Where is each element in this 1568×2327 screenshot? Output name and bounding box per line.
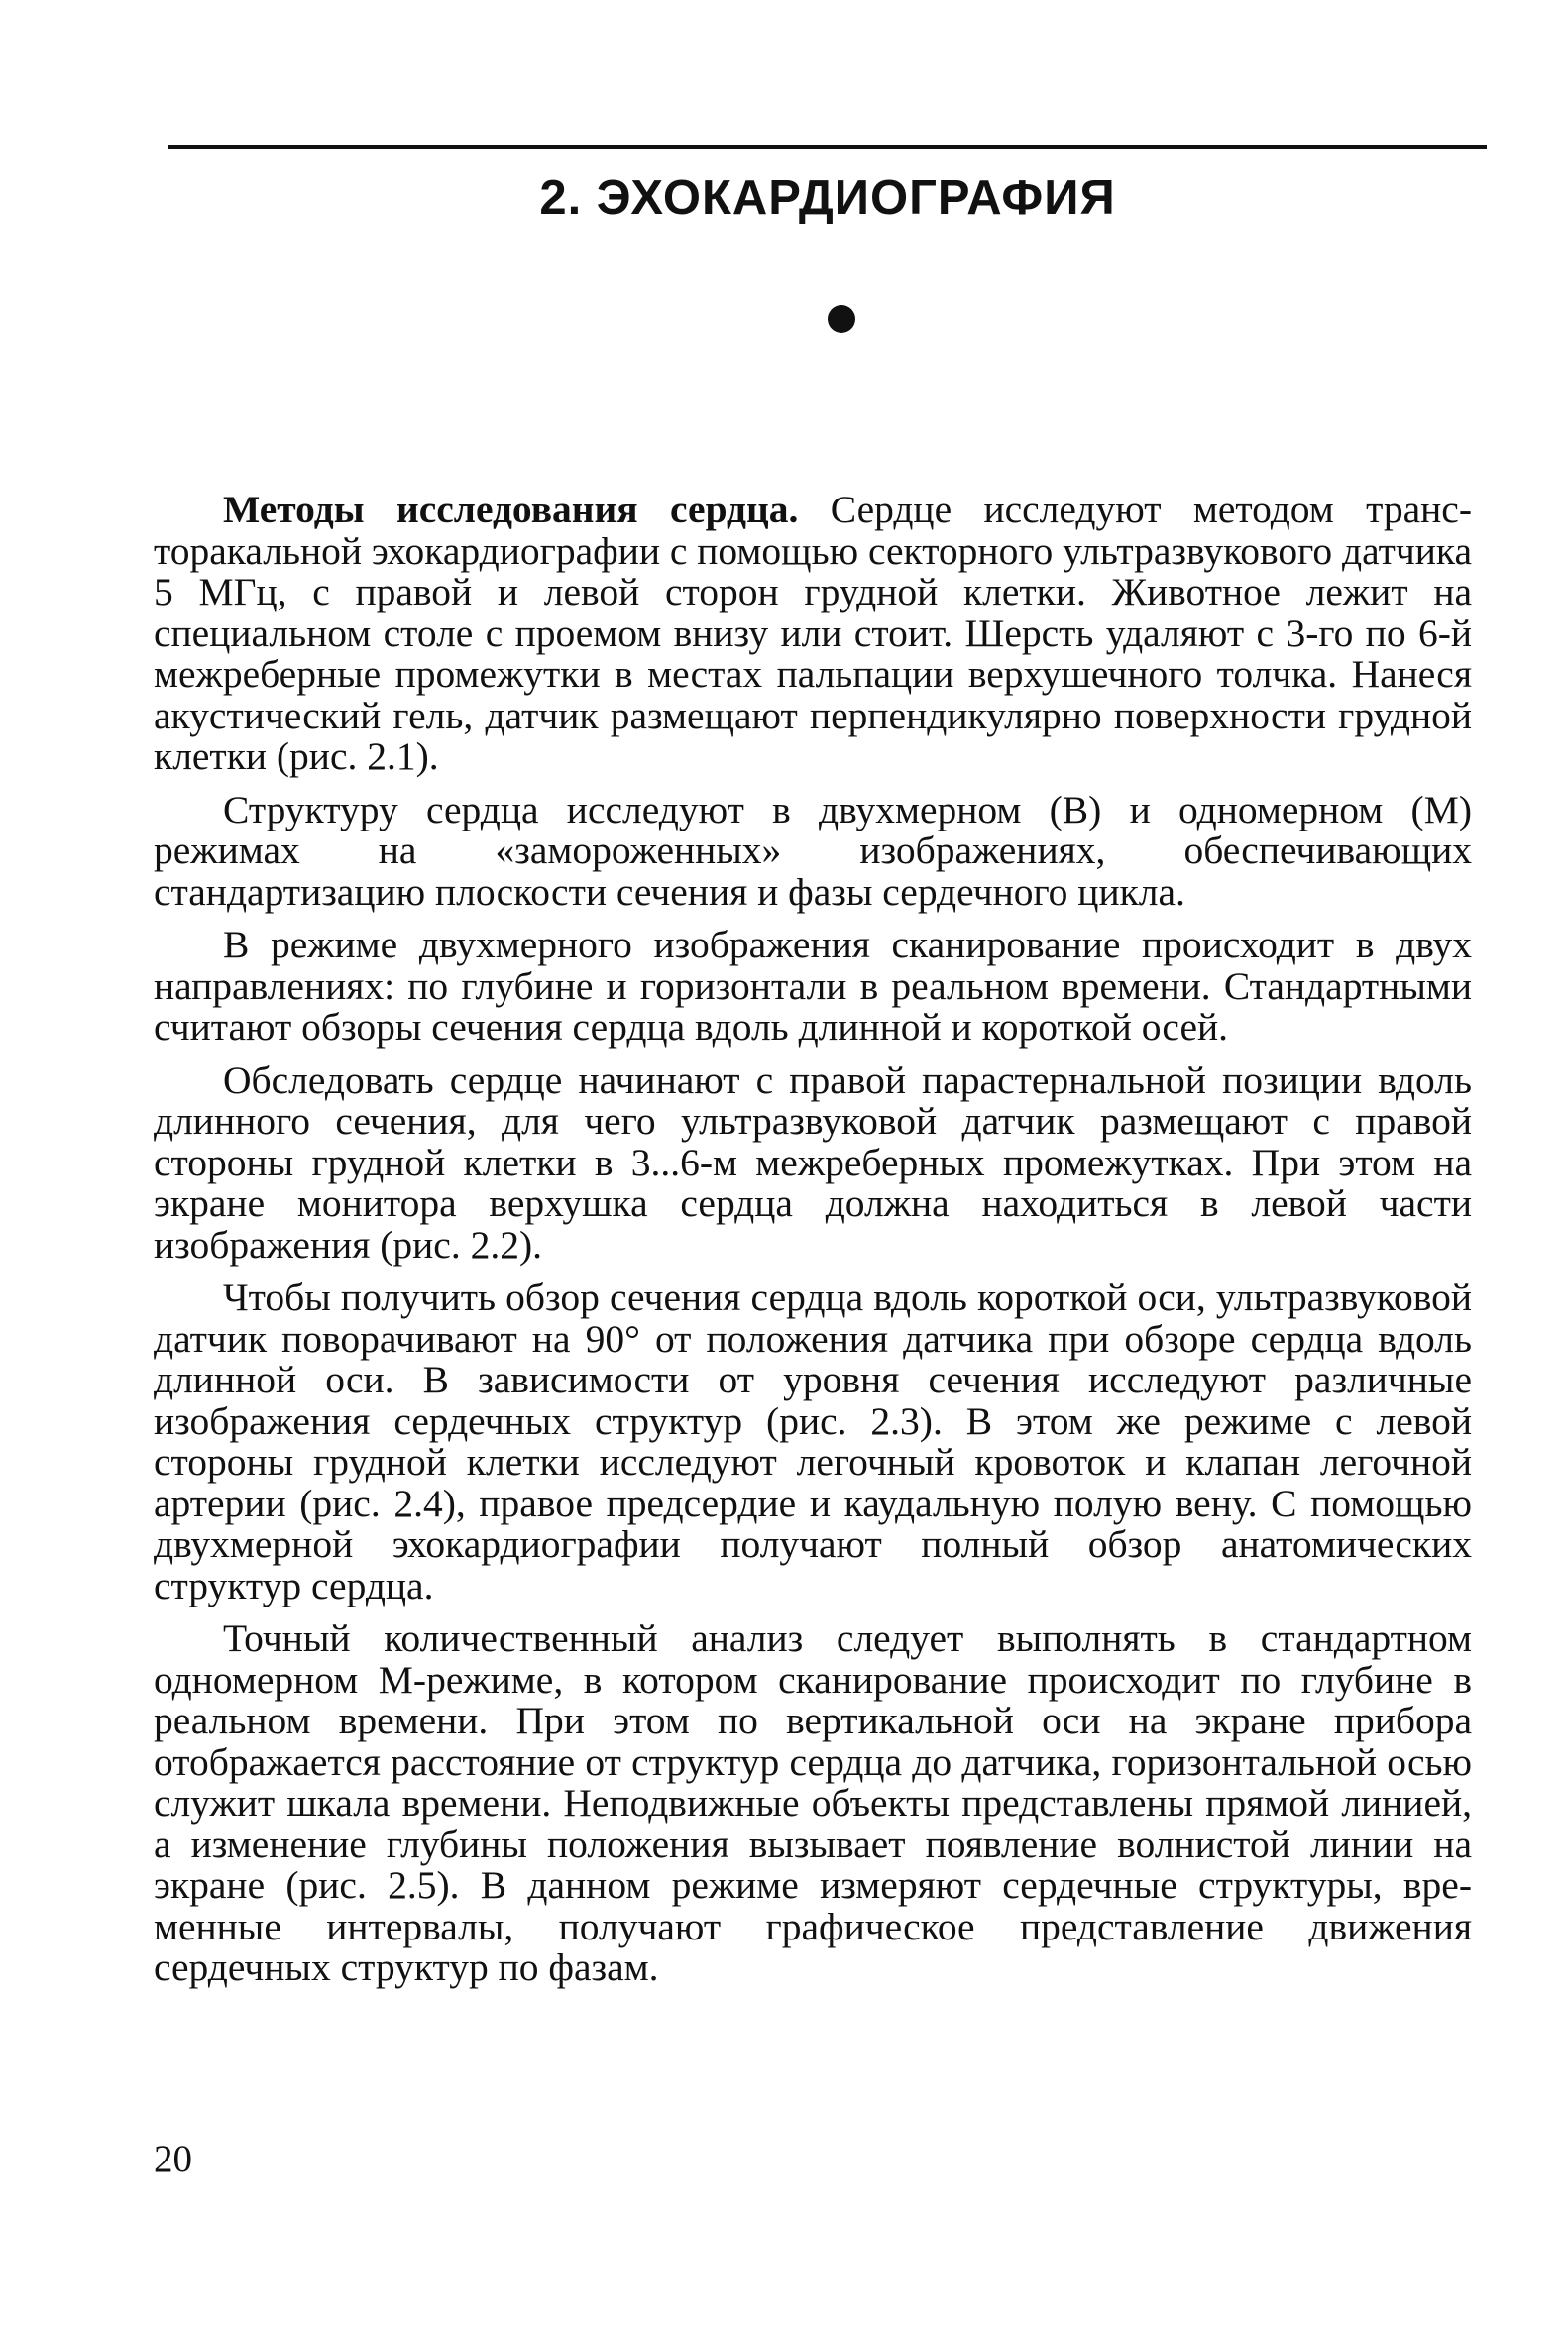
- paragraph: [154, 1618, 1472, 1989]
- paragraph: [154, 1277, 1472, 1607]
- paragraph-text: Точный количественный анализ следует выполнять в стандартном одномерном М-режиме, в котором сканирование происходит по глубине в реальном времени. При этом по вертикальной оси на экране прибора отображается расстояние от структур сердца до датчика, горизонтальной осью служит шкала времени. Неподвижные объекты представлены прямой линией, а изменение глубины положения вызывает появление волнистой линии на экране (рис. 2.5). В данном режиме измеряют сердечные структуры, временные интервалы, получают графическое представление движения сердечных структур по фазам.: [154, 1616, 1472, 1989]
- paragraph-text: Обследовать сердце начинают с правой парастернальной позиции вдоль длинного сечения, для чего ультразвуковой датчик размещают с правой стороны грудной клетки в 3...6-м межреберных промежутках. При этом на экране монитора верхушка сердца должна находиться в левой части изображения (рис. 2.2).: [154, 1057, 1472, 1267]
- paragraph-text: В режиме двухмерного изображения сканирование происходит в двух направлениях: по глубине и горизонтали в реальном времени. Стандартными считают обзоры сечения сердца вдоль длинной и короткой осей.: [154, 923, 1472, 1049]
- chapter-title: 2. ЭХОКАРДИОГРАФИЯ: [539, 171, 1116, 225]
- paragraph: [154, 490, 1472, 778]
- paragraph: [154, 925, 1472, 1049]
- paragraph: [154, 1057, 1472, 1267]
- paragraph: [154, 787, 1472, 914]
- paragraph-text: Структуру сердца исследуют в двухмерном (В) и одномерном (М) режимах на «замороженных» изображениях, обеспечивающих стандартизацию плоскости сечения и фазы сердечного цикла.: [154, 787, 1472, 914]
- body-text: [154, 490, 1472, 2001]
- paragraph-text: Сердце исследуют методом трансторакальной эхокардиографии с помощью секторного ультразвукового датчика 5 МГц, с правой и левой сторон грудной клетки. Животное лежит на специальном столе с проемом внизу или стоит. Шерсть удаляют с 3-го по 6-й межреберные промежутки в местах пальпации верхушечного толчка. Нанеся акустический гель, датчик размещают перпендикулярно поверхности грудной клетки (рис. 2.1).: [154, 488, 1472, 778]
- bullet-ornament: [828, 305, 855, 333]
- page-number: 20: [154, 2138, 192, 2180]
- paragraph-text: Чтобы получить обзор сечения сердца вдоль короткой оси, ультразвуковой датчик поворачивают на 90° от положения датчика при обзоре сердца вдоль длинной оси. В зависимости от уровня сечения исследуют различные изображения сердечных структур (рис. 2.3). В этом же режиме с левой стороны грудной клетки исследуют легочный кровоток и клапан легочной артерии (рис. 2.4), правое предсердие и каудальную полую вену. С помощью двухмерной эхокардиографии получают полный обзор анатомических структур сердца.: [154, 1275, 1472, 1607]
- top-rule: [168, 145, 1487, 149]
- paragraph-lead: Методы исследования сердца.: [223, 488, 799, 531]
